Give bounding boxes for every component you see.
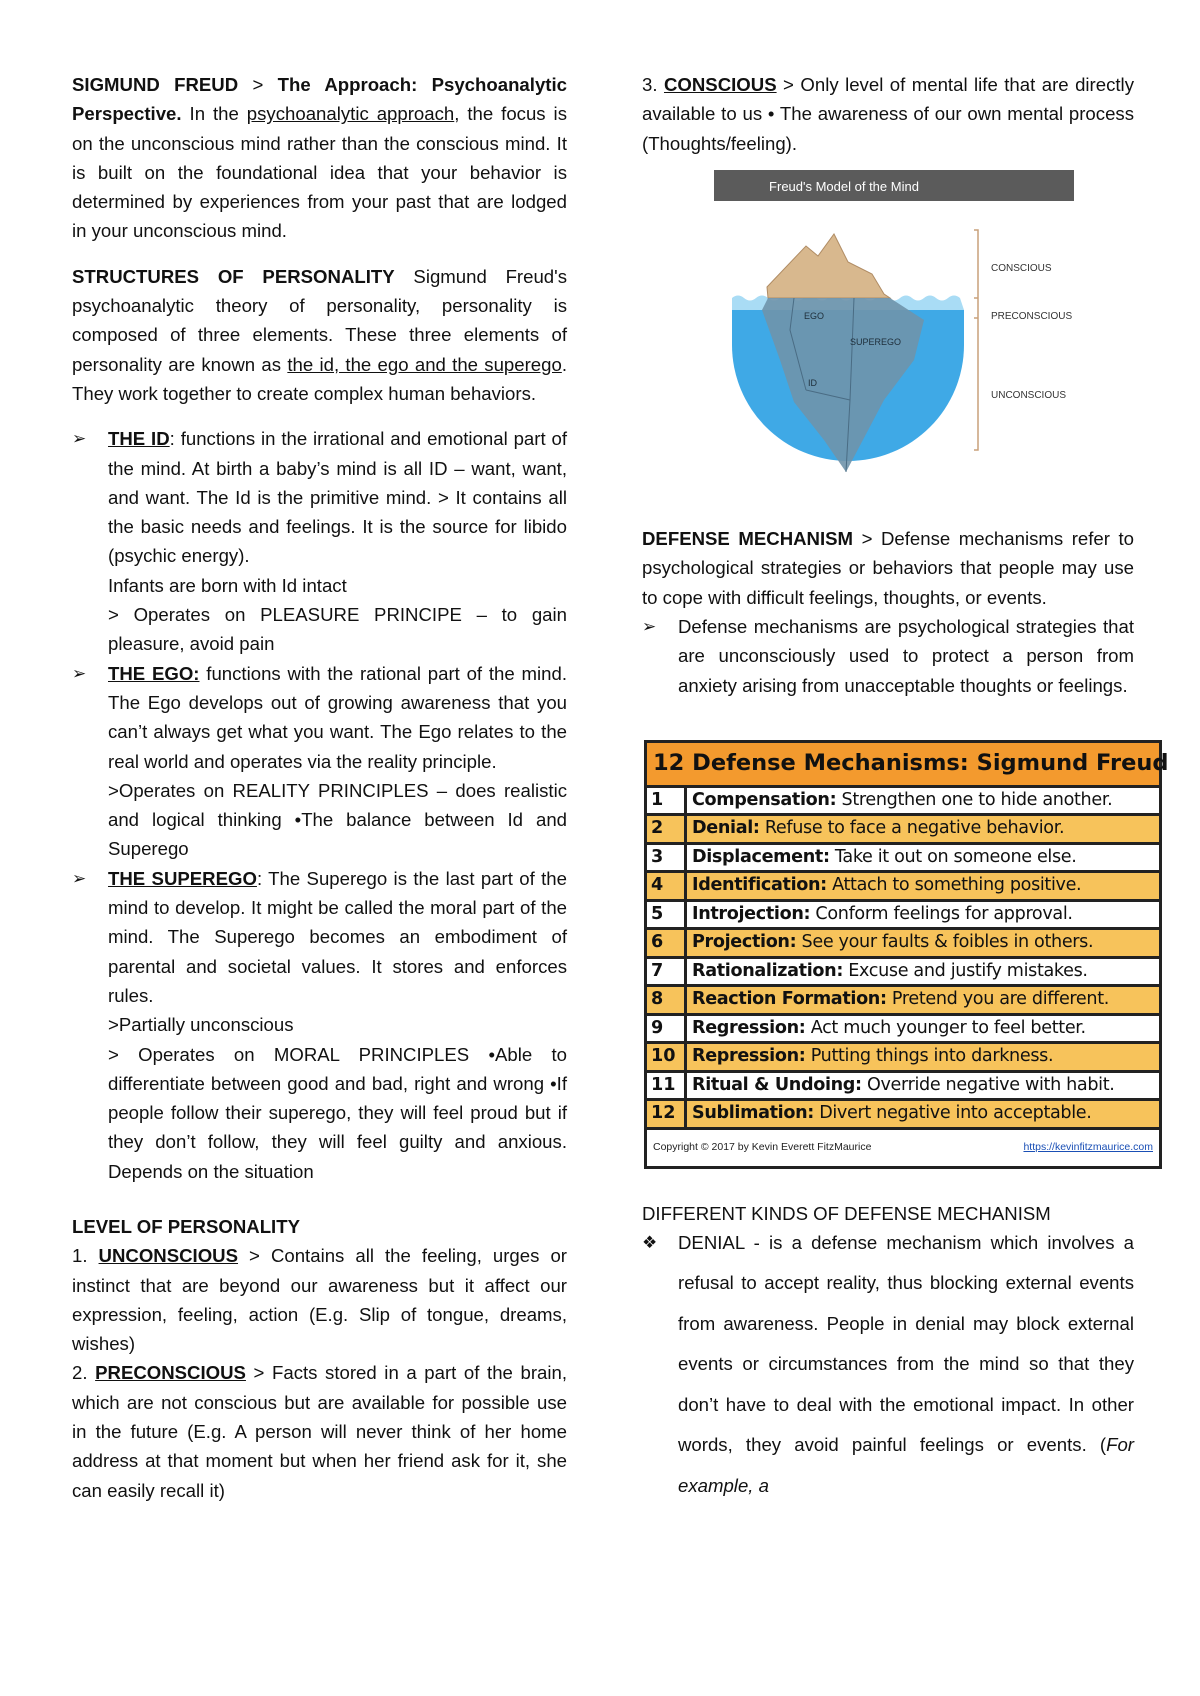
superego-heading: THE SUPEREGO — [108, 867, 257, 889]
preconscious-text: > Facts stored in a part of the brain, which are not conscious but are available for possible use in the future (E.g. A person will never think of her home address at that moment but when her friend ask for it, she can easily recall it) — [72, 1362, 567, 1501]
superego-line-3: > Operates on MORAL PRINCIPLES •Able to differentiate between good and bad, right and wrong •If people follow their superego, they will feel proud but if they don’t follow, they will feel guilty and anxious. Depends on the situation — [108, 1043, 567, 1182]
freud-heading: SIGMUND FREUD — [72, 74, 239, 95]
table-row — [647, 1073, 1159, 1102]
mechanism-description: Conform feelings for approval. — [810, 903, 1073, 924]
intro-text-1: In the — [181, 103, 247, 125]
row-number: 10 — [647, 1044, 687, 1070]
superego-label: SUPEREGO — [850, 336, 902, 347]
row-text — [687, 788, 1112, 814]
id-label: ID — [808, 377, 817, 388]
ego-line-2: >Operates on REALITY PRINCIPLES – does realistic and logical thinking •The balance between Id and Superego — [108, 779, 567, 860]
mechanism-name: Repression: — [692, 1046, 806, 1067]
denial-text: DENIAL - is a defense mechanism which involves a refusal to accept reality, thus blocking external events from awareness. People in denial may block external events or circumstances from the mind so that they don’t have to deal with the emotional impact. In other words, they avoid painful feelings or events. ( — [678, 1231, 1134, 1456]
arrow-bullet-icon: ➢ — [642, 617, 657, 637]
left-column — [72, 70, 567, 1505]
row-text — [687, 1044, 1053, 1070]
mechanism-description: Override negative with habit. — [861, 1074, 1115, 1095]
defense-heading: DEFENSE MECHANISM — [642, 528, 854, 550]
mechanism-description: See your faults & foibles in others. — [796, 932, 1094, 953]
mechanism-name: Projection: — [692, 932, 797, 953]
row-text — [687, 816, 1064, 842]
row-number: 8 — [647, 987, 687, 1013]
table-row — [647, 930, 1159, 959]
row-text — [687, 930, 1093, 956]
ego-heading: THE EGO: — [108, 662, 200, 684]
approach-heading: The Approach: Psychoanalytic Perspective. — [72, 74, 567, 125]
id-line-3: > Operates on PLEASURE PRINCIPE – to gain pleasure, avoid pain — [108, 604, 567, 655]
row-number: 7 — [647, 959, 687, 985]
separator: > — [238, 74, 278, 95]
superego-text: : The Superego is the last part of the mind to develop. It might be called the moral part of the mind. The Superego becomes an embodiment of parental and societal values. It stores and enforces rules. — [108, 867, 567, 1006]
level-heading: LEVEL OF PERSONALITY — [72, 1215, 300, 1237]
row-text — [687, 902, 1073, 928]
iceberg-tip — [767, 234, 890, 298]
mechanism-description: Attach to something positive. — [826, 875, 1082, 896]
mechanism-name: Rationalization: — [692, 960, 844, 981]
mechanism-description: Excuse and justify mistakes. — [843, 960, 1088, 981]
mechanism-name: Reaction Formation: — [692, 989, 887, 1010]
iceberg-diagram — [714, 170, 1086, 480]
copyright-text: Copyright © 2017 by Kevin Everett FitzMaurice — [653, 1140, 872, 1153]
denial-example: For example, a — [678, 1434, 1134, 1496]
row-number: 2 — [647, 816, 687, 842]
ego-text: functions with the rational part of the mind. The Ego develops out of growing awareness that you can’t always get what you want. The Ego relates to the real world and operates via the reality principle. — [108, 662, 567, 772]
conscious-paragraph — [642, 70, 1134, 158]
table-footer — [647, 1130, 1159, 1166]
diamond-bullet-icon: ❖ — [642, 1232, 658, 1252]
row-number: 3 — [647, 845, 687, 871]
mechanism-name: Sublimation: — [692, 1103, 814, 1124]
source-link[interactable]: https://kevinfitzmaurice.com — [1023, 1140, 1153, 1153]
row-number: 12 — [647, 1101, 687, 1127]
table-row — [647, 987, 1159, 1016]
mechanism-description: Strengthen one to hide another. — [836, 789, 1113, 810]
intro-paragraph — [72, 70, 567, 246]
structures-text-2: . They work together to create complex human behaviors. — [72, 353, 568, 404]
preconscious-label: PRECONSCIOUS — [991, 310, 1073, 322]
row-text — [687, 959, 1088, 985]
defense-text: > Defense mechanisms refer to psychological strategies or behaviors that people may use to cope with difficult feelings, thoughts, or events. — [642, 528, 1134, 608]
defense-bullet-text: Defense mechanisms are psychological strategies that are unconsciously used to protect a person from anxiety arising from unacceptable thoughts or feelings. — [678, 616, 1134, 696]
superego-bullet — [72, 864, 567, 1186]
mechanism-name: Compensation: — [692, 789, 837, 810]
figure-title: Freud's Model of the Mind — [769, 178, 919, 194]
arrow-bullet-icon: ➢ — [72, 429, 87, 449]
defense-paragraph — [642, 524, 1134, 612]
psychoanalytic-link: psychoanalytic approach — [246, 103, 455, 125]
unconscious-paragraph — [72, 1241, 567, 1358]
row-text — [687, 845, 1077, 871]
id-line-2: Infants are born with Id intact — [108, 574, 347, 596]
mechanism-description: Pretend you are different. — [886, 989, 1109, 1010]
mechanism-description: Take it out on someone else. — [829, 846, 1077, 867]
row-number: 11 — [647, 1073, 687, 1099]
row-text — [687, 1016, 1086, 1042]
denial-bullet — [642, 1223, 1134, 1507]
num-1: 1. — [72, 1245, 99, 1267]
unconscious-heading: UNCONSCIOUS — [98, 1245, 239, 1267]
row-number: 6 — [647, 930, 687, 956]
row-text — [687, 987, 1109, 1013]
right-column — [642, 70, 1169, 1506]
num-2: 2. — [72, 1362, 96, 1384]
table-row — [647, 1101, 1159, 1130]
structures-text-1: Sigmund Freud's psychoanalytic theory of personality, personality is composed of three elements. These three elements of personality are known as — [72, 265, 567, 375]
ego-bullet — [72, 659, 567, 864]
preconscious-heading: PRECONSCIOUS — [95, 1362, 246, 1384]
unconscious-label: UNCONSCIOUS — [991, 389, 1067, 401]
num-3: 3. — [642, 74, 664, 95]
mechanism-name: Displacement: — [692, 846, 830, 867]
mechanism-name: Introjection: — [692, 903, 811, 924]
intro-text-2: , the focus is on the unconscious mind rather than the conscious mind. It is built on the foundational idea that your behavior is determined by experiences from your past that are lodged in your unconscious mind. — [72, 103, 567, 242]
arrow-bullet-icon: ➢ — [72, 663, 87, 683]
ego-label: EGO — [804, 310, 825, 321]
conscious-heading: CONSCIOUS — [663, 74, 777, 95]
table-row — [647, 873, 1159, 902]
id-text: : functions in the irrational and emotional part of the mind. At birth a baby’s mind is all ID – want, want, and want. The Id is the primitive mind. > It contains all the basic needs and feelings. It is the source for libido (psychic energy). — [108, 428, 567, 567]
structures-paragraph — [72, 262, 567, 408]
mechanism-name: Ritual & Undoing: — [692, 1074, 862, 1095]
row-text — [687, 873, 1081, 899]
freud-model-figure — [714, 170, 1134, 488]
mechanism-description: Putting things into darkness. — [805, 1046, 1054, 1067]
row-number: 1 — [647, 788, 687, 814]
unconscious-text: > Contains all the feeling, urges or instinct that are beyond our awareness but it affect our expression, feeling, action (E.g. Slip of tongue, dreams, wishes) — [72, 1245, 567, 1355]
conscious-label: CONSCIOUS — [991, 262, 1052, 274]
superego-line-2: >Partially unconscious — [108, 1014, 294, 1036]
table-row — [647, 959, 1159, 988]
mechanism-description: Refuse to face a negative behavior. — [759, 818, 1065, 839]
table-row — [647, 902, 1159, 931]
row-text — [687, 1073, 1115, 1099]
mechanism-name: Identification: — [692, 875, 827, 896]
table-row — [647, 788, 1159, 817]
structures-heading: STRUCTURES OF PERSONALITY — [72, 265, 395, 287]
defense-mechanisms-table — [644, 740, 1169, 1169]
table-row — [647, 1044, 1159, 1073]
table-row — [647, 1016, 1159, 1045]
table-row — [647, 845, 1159, 874]
mechanism-name: Denial: — [692, 818, 760, 839]
table-title: 12 Defense Mechanisms: Sigmund Freud — [647, 743, 1159, 788]
mechanism-description: Divert negative into acceptable. — [813, 1103, 1092, 1124]
mechanism-name: Regression: — [692, 1017, 806, 1038]
row-number: 9 — [647, 1016, 687, 1042]
preconscious-paragraph — [72, 1358, 567, 1504]
kinds-heading: DIFFERENT KINDS OF DEFENSE MECHANISM — [642, 1203, 1051, 1225]
table-row — [647, 816, 1159, 845]
id-bullet — [72, 424, 567, 658]
row-number: 4 — [647, 873, 687, 899]
conscious-text: > Only level of mental life that are directly available to us • The awareness of our own mental process (Thoughts/feeling). — [642, 74, 1134, 154]
mechanism-description: Act much younger to feel better. — [805, 1017, 1086, 1038]
id-heading: THE ID — [108, 428, 170, 450]
id-ego-superego-underline: the id, the ego and the superego — [287, 353, 562, 375]
defense-bullet — [642, 612, 1134, 700]
row-number: 5 — [647, 902, 687, 928]
arrow-bullet-icon: ➢ — [72, 868, 87, 888]
row-text — [687, 1101, 1092, 1127]
